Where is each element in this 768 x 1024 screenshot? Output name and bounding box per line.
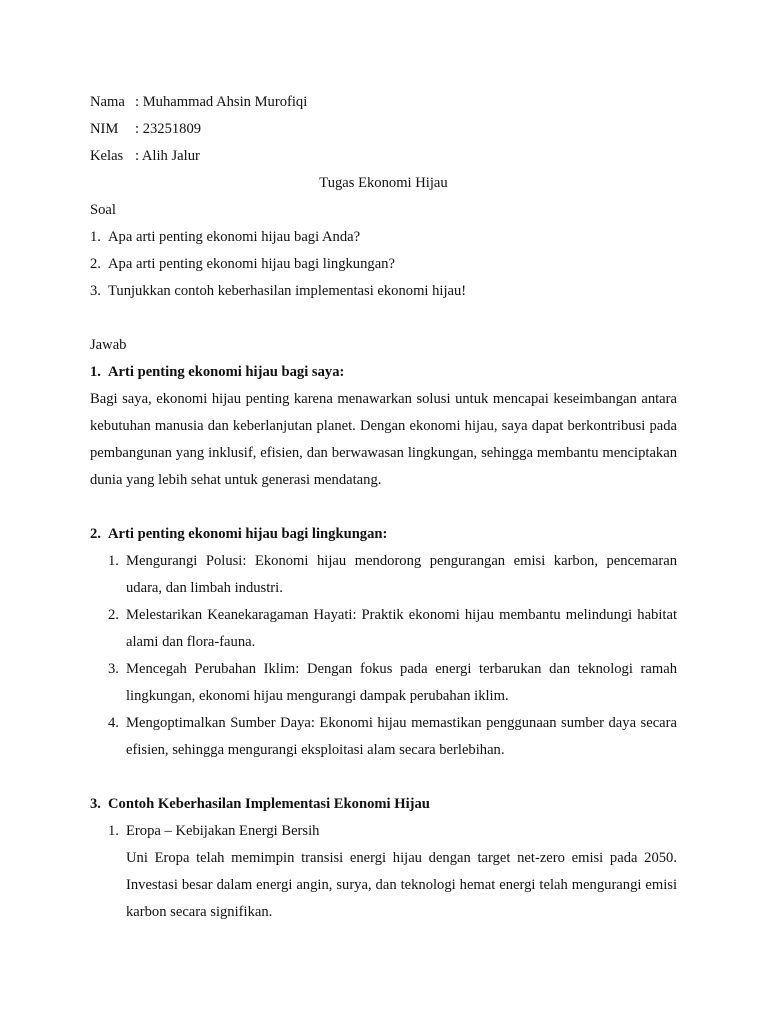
section1-heading — [90, 359, 677, 386]
question-item — [90, 251, 677, 278]
field-nama — [90, 89, 677, 116]
item-number: 3. — [108, 661, 119, 677]
question-number: 3. — [90, 283, 101, 299]
spacer — [90, 764, 677, 791]
field-nim — [90, 116, 677, 143]
section3-heading — [90, 791, 677, 818]
item-text: Mengurangi Polusi: Ekonomi hijau mendorong pengurangan emisi karbon, pencemaran udara, dan limbah industri. — [126, 553, 677, 596]
field-value: : Alih Jalur — [135, 148, 200, 164]
question-text: Apa arti penting ekonomi hijau bagi lingkungan? — [108, 256, 395, 272]
section3-item-body: Uni Eropa telah memimpin transisi energi hijau dengan target net-zero emisi pada 2050. Investasi besar dalam energi angin, surya, dan teknologi hemat energi telah mengurangi emisi karbon secara signifikan. — [126, 850, 677, 920]
section3-list — [90, 818, 677, 845]
list-item — [90, 656, 677, 710]
item-number: 1. — [108, 553, 119, 569]
section2-heading — [90, 521, 677, 548]
question-text: Apa arti penting ekonomi hijau bagi Anda? — [108, 229, 361, 245]
document-page — [90, 89, 677, 926]
question-number: 2. — [90, 256, 101, 272]
field-value: : 23251809 — [135, 121, 202, 137]
document-title: Tugas Ekonomi Hijau — [319, 175, 448, 191]
question-text: Tunjukkan contoh keberhasilan implementasi ekonomi hijau! — [108, 283, 467, 299]
spacer — [90, 305, 677, 332]
list-item — [90, 602, 677, 656]
field-label: Nama — [90, 94, 125, 110]
field-label: Kelas — [90, 148, 124, 164]
list-item — [90, 818, 677, 845]
spacer — [90, 494, 677, 521]
item-number: 4. — [108, 715, 119, 731]
section-number: 3. — [90, 796, 101, 812]
item-number: 1. — [108, 823, 119, 839]
section-title: Arti penting ekonomi hijau bagi saya: — [108, 364, 345, 380]
question-number: 1. — [90, 229, 101, 245]
item-number: 2. — [108, 607, 119, 623]
item-text: Mencegah Perubahan Iklim: Dengan fokus pada energi terbarukan dan teknologi ramah lingkungan, ekonomi hijau mengurangi dampak perubahan iklim. — [126, 661, 677, 704]
question-item — [90, 278, 677, 305]
section-number: 1. — [90, 364, 101, 380]
item-text: Melestarikan Keanekaragaman Hayati: Praktik ekonomi hijau membantu melindungi habitat alami dan flora-fauna. — [126, 607, 677, 650]
field-kelas — [90, 143, 677, 170]
section2-list — [90, 548, 677, 764]
list-item — [90, 548, 677, 602]
field-label: NIM — [90, 121, 119, 137]
soal-heading: Soal — [90, 202, 116, 218]
item-title: Eropa – Kebijakan Energi Bersih — [126, 823, 320, 839]
section-title: Arti penting ekonomi hijau bagi lingkungan: — [108, 526, 388, 542]
field-value: : Muhammad Ahsin Murofiqi — [135, 94, 308, 110]
jawab-heading: Jawab — [90, 337, 127, 353]
question-item — [90, 224, 677, 251]
item-text: Mengoptimalkan Sumber Daya: Ekonomi hijau memastikan penggunaan sumber daya secara efisien, sehingga mengurangi eksploitasi alam secara berlebihan. — [126, 715, 677, 758]
section1-body: Bagi saya, ekonomi hijau penting karena menawarkan solusi untuk mencapai keseimbangan antara kebutuhan manusia dan keberlanjutan planet. Dengan ekonomi hijau, saya dapat berkontribusi pada pembangunan yang inklusif, efisien, dan berwawasan lingkungan, sehingga membantu menciptakan dunia yang lebih sehat untuk generasi mendatang. — [90, 391, 677, 488]
list-item — [90, 710, 677, 764]
section-number: 2. — [90, 526, 101, 542]
section-title: Contoh Keberhasilan Implementasi Ekonomi Hijau — [108, 796, 430, 812]
